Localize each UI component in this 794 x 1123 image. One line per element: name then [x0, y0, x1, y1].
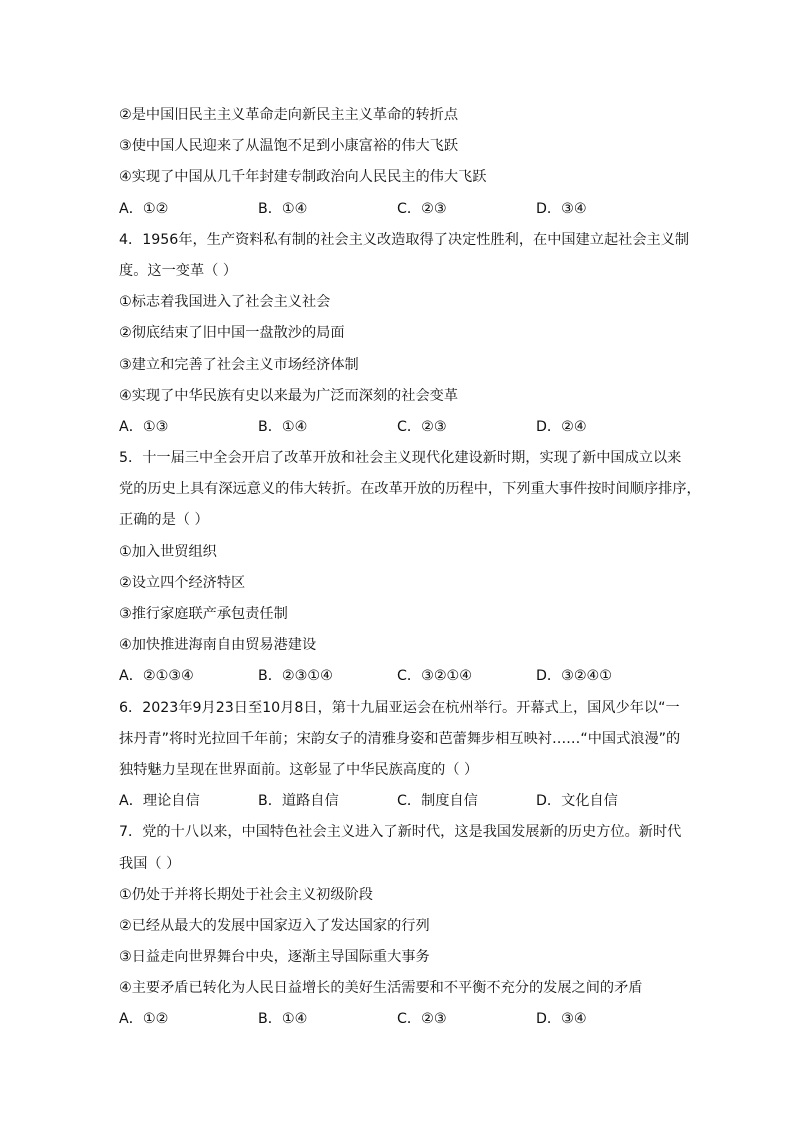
question-3 — [119, 100, 679, 225]
q4-option-b[interactable]: B．①④ — [258, 418, 308, 435]
q3-option-b[interactable]: B．①④ — [258, 200, 308, 217]
q5-item-4: ④加快推进海南自由贸易港建设 — [119, 637, 317, 654]
q6-option-b[interactable]: B．道路自信 — [258, 793, 339, 810]
q7-option-a[interactable]: A．①② — [119, 1011, 169, 1028]
q5-item-2: ②设立四个经济特区 — [119, 574, 246, 591]
question-5 — [119, 443, 701, 693]
q6-stem-line-2: 抹丹青”将时光拉回千年前；宋韵女子的清雅身姿和芭蕾舞步相互映衬……“中国式浪漫”的 — [119, 730, 681, 747]
question-6 — [119, 693, 679, 818]
q7-stem-line-1: 7．党的十八以来，中国特色社会主义进入了新时代，这是我国发展新的历史方位。新时代 — [119, 824, 682, 841]
q4-item-1: ①标志着我国进入了社会主义社会 — [119, 294, 331, 311]
q3-option-a[interactable]: A．①② — [119, 200, 169, 217]
q6-option-c[interactable]: C．制度自信 — [397, 793, 478, 810]
q5-option-d[interactable]: D．③②④① — [536, 668, 612, 685]
q5-options — [119, 661, 679, 692]
q6-option-a[interactable]: A．理论自信 — [119, 793, 200, 810]
question-7 — [119, 817, 682, 1035]
q4-stem-line-1: 4．1956年，生产资料私有制的社会主义改造取得了决定性胜利，在中国建立起社会主义制 — [119, 231, 690, 248]
q3-item-2: ②是中国旧民主主义革命走向新民主主义革命的转折点 — [119, 107, 459, 123]
q5-stem-line-1: 5．十一届三中全会开启了改革开放和社会主义现代化建设新时期，实现了新中国成立以来 — [119, 450, 682, 467]
exam-page — [119, 100, 701, 1036]
q7-option-d[interactable]: D．③④ — [536, 1011, 587, 1028]
q4-option-a[interactable]: A．①③ — [119, 418, 169, 435]
q5-stem-line-2: 党的历史上具有深远意义的伟大转折。在改革开放的历程中，下列重大事件按时间顺序排序， — [119, 481, 701, 498]
q3-option-c[interactable]: C．②③ — [397, 200, 447, 217]
q7-item-2: ②已经从最大的发展中国家迈入了发达国家的行列 — [119, 917, 430, 934]
q6-options — [119, 786, 679, 817]
q4-options — [119, 412, 679, 443]
q3-option-d[interactable]: D．③④ — [536, 200, 587, 217]
q6-stem-line-1: 6．2023年9月23日至10月8日，第十九届亚运会在杭州举行。开幕式上，国风少年以“一 — [119, 699, 680, 716]
q7-item-3: ③日益走向世界舞台中央，逐渐主导国际重大事务 — [119, 949, 430, 966]
q5-stem-line-3: 正确的是（ ） — [119, 512, 209, 529]
q4-option-d[interactable]: D．②④ — [536, 418, 587, 435]
q6-option-d[interactable]: D．文化自信 — [536, 793, 618, 810]
question-4 — [119, 225, 690, 443]
q4-item-4: ④实现了中华民族有史以来最为广泛而深刻的社会变革 — [119, 387, 459, 404]
q5-item-1: ①加入世贸组织 — [119, 543, 217, 560]
q6-stem-line-3: 独特魅力呈现在世界面前。这彰显了中华民族高度的（ ） — [119, 761, 479, 778]
q4-item-3: ③建立和完善了社会主义市场经济体制 — [119, 356, 359, 373]
q7-item-1: ①仍处于并将长期处于社会主义初级阶段 — [119, 886, 373, 903]
q5-option-c[interactable]: C．③②①④ — [397, 668, 472, 685]
q5-option-b[interactable]: B．②③①④ — [258, 668, 333, 685]
q4-stem-line-2: 度。这一变革（ ） — [119, 262, 238, 279]
q7-option-b[interactable]: B．①④ — [258, 1011, 308, 1028]
q4-item-2: ②彻底结束了旧中国一盘散沙的局面 — [119, 325, 345, 342]
q3-options — [119, 194, 679, 225]
q4-option-c[interactable]: C．②③ — [397, 418, 447, 435]
q7-options — [119, 1004, 679, 1035]
q3-item-4: ④实现了中国从几千年封建专制政治向人民民主的伟大飞跃 — [119, 169, 487, 186]
q5-item-3: ③推行家庭联产承包责任制 — [119, 606, 288, 622]
q7-option-c[interactable]: C．②③ — [397, 1011, 447, 1028]
q3-item-3: ③使中国人民迎来了从温饱不足到小康富裕的伟大飞跃 — [119, 138, 459, 155]
q7-stem-line-2: 我国（ ） — [119, 855, 181, 872]
q7-item-4: ④主要矛盾已转化为人民日益增长的美好生活需要和不平衡不充分的发展之间的矛盾 — [119, 980, 643, 997]
q5-option-a[interactable]: A．②①③④ — [119, 668, 194, 685]
